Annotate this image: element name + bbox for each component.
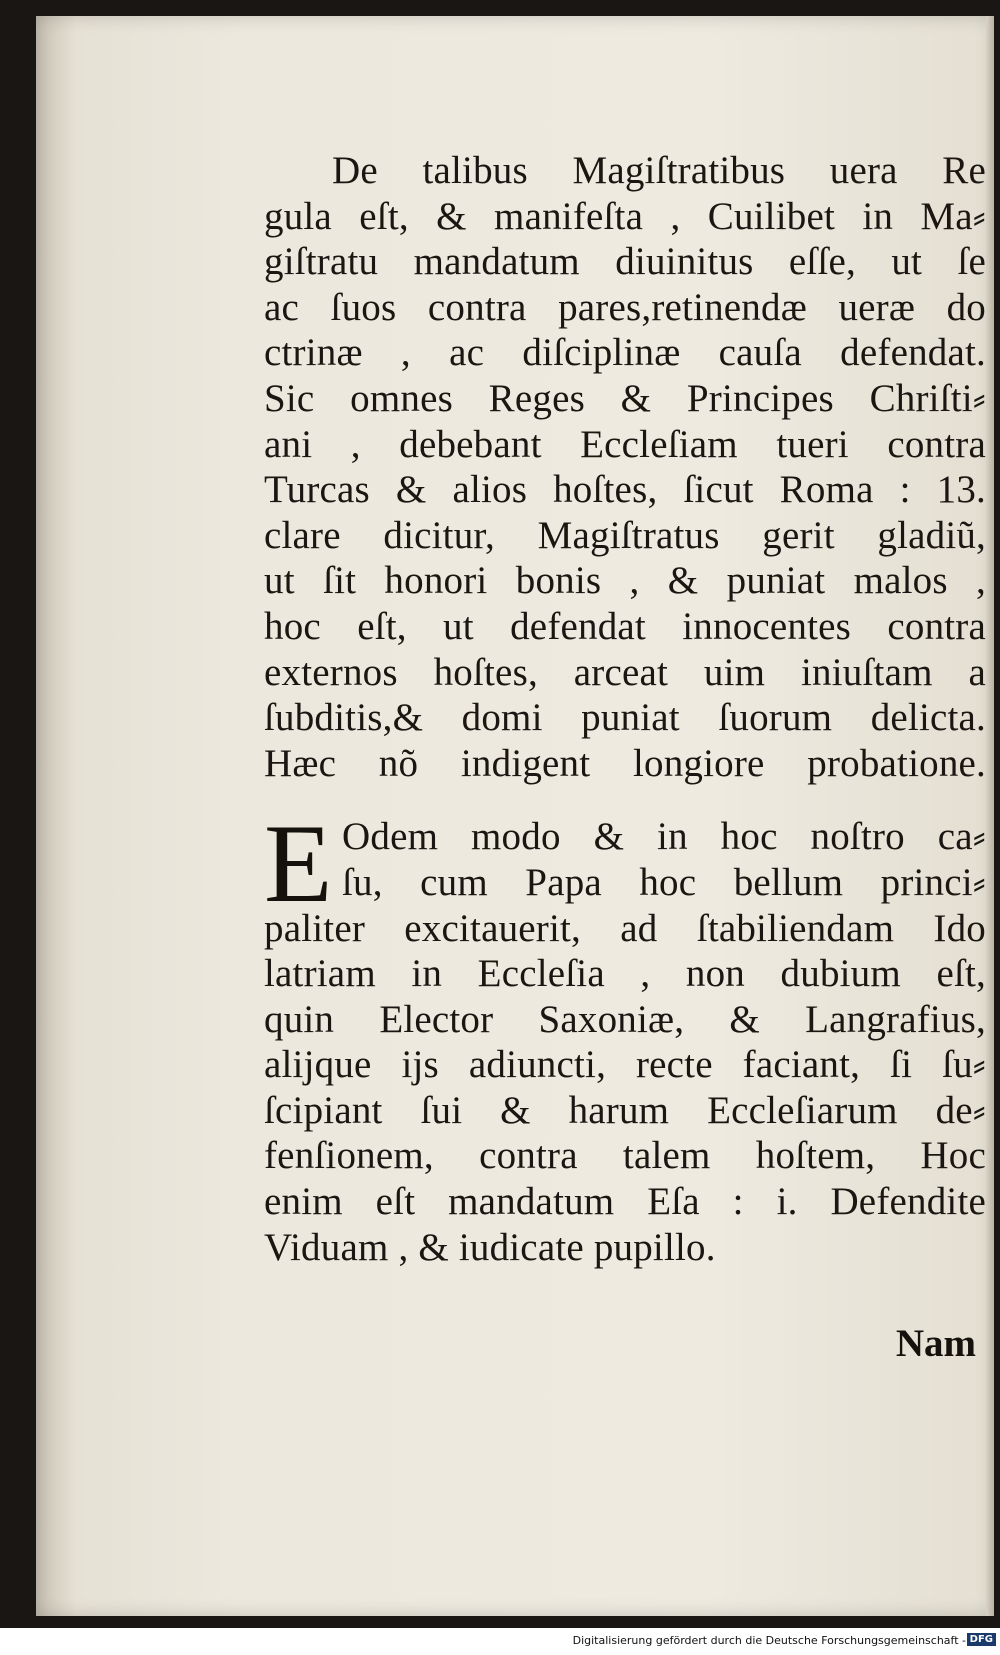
text-line: clare dicitur, Magiſtratus gerit gladiũ, [264,513,986,557]
text-line: ctrinæ , ac diſciplinæ cauſa defendat. [264,331,986,375]
page-edge [986,16,994,1616]
text-line: paliter excitauerit, ad ſtabiliendam Ido [264,906,986,950]
text-line: Hæc nõ indigent longiore probatione. [264,741,986,785]
text-line: Viduam , & iudicate pupillo. [264,1225,716,1269]
text-line: latriam in Eccleſia , non dubium eſt, [264,952,986,996]
text-line: quin Elector Saxoniæ, & Langrafius, [264,997,986,1041]
dfg-logo: DFG [967,1633,996,1646]
text-line: gula eſt, & manifeſta , Cuilibet in Ma⸗ [264,194,986,238]
book-page [36,16,994,1616]
text-line: Sic omnes Reges & Principes Chriſti⸗ [264,376,986,420]
page-text [264,148,986,1270]
text-line: alijque ijs adiuncti, recte faciant, ſi ſu⸗ [264,1043,986,1087]
text-line: fenſionem, contra talem hoſtem, Hoc [264,1134,986,1178]
text-line: hoc eſt, ut defendat innocentes contra [264,604,986,648]
text-line: enim eſt mandatum Eſa : i. Defendite [264,1180,986,1224]
catchword: Nam [895,1322,976,1365]
text-line: ſcipiant ſui & harum Eccleſiarum de⸗ [264,1088,986,1132]
text-line: giſtratu mandatum diuinitus eſſe, ut ſe [264,240,986,284]
text-line: Turcas & alios hoſtes, ſicut Roma : 13. [264,468,986,512]
drop-cap-initial: E [264,802,333,927]
paragraph-1 [264,148,986,786]
text-line: De talibus Magiſtratibus uera Re [332,149,986,192]
text-line: ani , debebant Eccleſiam tueri contra [264,422,986,466]
footer-bar [0,1628,1000,1655]
text-line: externos hoſtes, arceat uim iniuſtam a [264,650,986,694]
paragraph-2 [264,802,986,1270]
text-line: ac ſuos contra pares,retinendæ ueræ do [264,285,986,329]
text-line: Odem modo & in hoc noſtro ca⸗ [342,815,986,859]
text-line: ut ſit honori bonis , & puniat malos , [264,559,986,603]
footer-credit: Digitalisierung gefördert durch die Deutsche Forschungsgemeinschaft - [572,1634,966,1647]
text-line: ſu, cum Papa hoc bellum princi⸗ [342,860,986,904]
text-line: ſubditis,& domi puniat ſuorum delicta. [264,696,986,740]
